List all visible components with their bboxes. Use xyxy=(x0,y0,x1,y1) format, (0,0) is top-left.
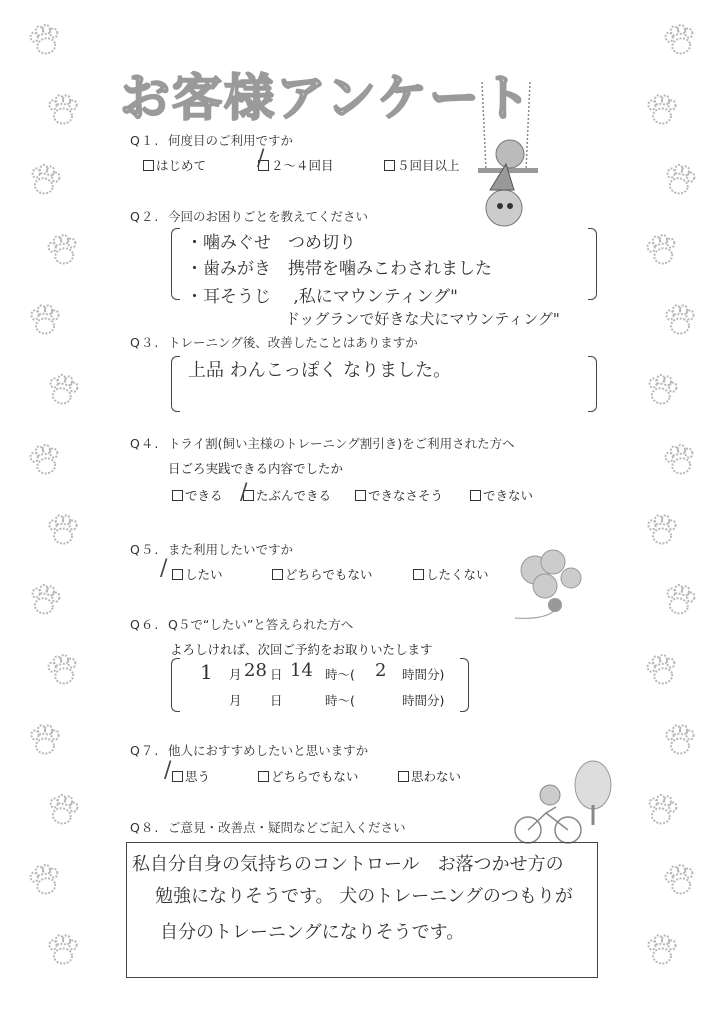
q1-option-2[interactable]: ２～４回目 xyxy=(258,156,334,174)
q6-bracket-right xyxy=(460,658,469,712)
checkbox[interactable] xyxy=(172,771,183,782)
q4-question-line-2: 日ごろ実践できる内容でしたか xyxy=(168,461,344,476)
q4-option-3[interactable]: できなさそう xyxy=(355,486,443,504)
q5-number: Q５. xyxy=(130,542,160,557)
checkbox[interactable] xyxy=(172,490,183,501)
paw-print-icon xyxy=(31,305,58,333)
q1-text: 何度目のご利用ですか xyxy=(168,133,294,148)
paw-print-icon xyxy=(648,515,675,543)
checkbox[interactable] xyxy=(143,160,154,171)
check-mark-q1: / xyxy=(257,146,265,171)
q2-answer-line-1: ・噛みぐせ つめ切り xyxy=(186,233,356,253)
q8-answer-line-2: 勉強になりそうです。 犬のトレーニングのつもりが xyxy=(155,886,573,907)
q8-number: Q８. xyxy=(130,820,160,835)
q2-answer-line-2: ・歯みがき 携帯を噛みこわされました xyxy=(186,259,492,279)
q2-bracket-right xyxy=(588,228,597,300)
paw-print-icon xyxy=(664,163,696,196)
q5-text: また利用したいですか xyxy=(168,542,294,557)
paw-print-icon xyxy=(49,515,76,543)
checkbox[interactable] xyxy=(258,771,269,782)
q6-hours-label-2: 時間分) xyxy=(402,693,445,708)
paw-print-icon xyxy=(29,163,61,196)
q7-option-3[interactable]: 思わない xyxy=(398,767,461,785)
q2-answer-line-4: ドッグランで好きな犬にマウンティング" xyxy=(285,310,560,328)
q4-number: Q４. xyxy=(130,436,160,451)
q6-month-label-1: 月 xyxy=(229,667,242,682)
q6-question-line-2: よろしければ、次回ご予約をお取りいたします xyxy=(170,642,433,657)
paw-print-icon xyxy=(648,935,675,963)
checkbox[interactable] xyxy=(355,490,366,501)
checkbox[interactable] xyxy=(470,490,481,501)
paw-print-icon xyxy=(666,305,693,333)
q4-option-2[interactable]: たぶんできる xyxy=(243,486,331,504)
q3-text: トレーニング後、改善したことはありますか xyxy=(168,335,418,350)
q6-time-value: 14 xyxy=(290,660,313,681)
q6-hours-label-1: 時間分) xyxy=(402,667,445,682)
paw-print-icon xyxy=(29,443,61,476)
q7-option-2[interactable]: どちらでもない xyxy=(258,767,358,785)
paw-print-icon xyxy=(646,653,678,686)
q8-answer-line-1: 私自分自身の気持ちのコントロール お落つかせ方の xyxy=(132,854,564,875)
check-mark-q5: / xyxy=(160,556,168,581)
paw-print-icon xyxy=(664,863,696,896)
checkbox[interactable] xyxy=(398,771,409,782)
q5-option-3[interactable]: したくない xyxy=(413,565,489,583)
paw-print-icon xyxy=(47,233,79,266)
clover-illustration xyxy=(505,540,605,640)
q1-option-1[interactable]: はじめて xyxy=(143,156,206,174)
q4-question xyxy=(130,434,515,452)
q4-option-1[interactable]: できる xyxy=(172,486,223,504)
checkbox[interactable] xyxy=(413,569,424,580)
q7-text: 他人におすすめしたいと思いますか xyxy=(168,743,369,758)
paw-print-icon xyxy=(47,793,79,826)
q7-number: Q７. xyxy=(130,743,160,758)
q1-question xyxy=(130,131,293,149)
paw-print-icon xyxy=(31,725,58,753)
bear-bicycle-illustration xyxy=(508,755,618,850)
q7-question xyxy=(130,741,368,759)
q4-option-4[interactable]: できない xyxy=(470,486,533,504)
checkbox[interactable] xyxy=(172,569,183,580)
q5-question xyxy=(130,540,293,558)
q2-answer-line-3: ・耳そうじ ,私にマウンティング" xyxy=(186,287,458,307)
q5-option-1[interactable]: したい xyxy=(172,565,223,583)
paw-print-icon xyxy=(29,23,61,56)
q3-number: Q３. xyxy=(130,335,160,350)
q3-bracket-left xyxy=(171,356,180,412)
q6-day-label-2: 日 xyxy=(270,693,283,708)
q2-question xyxy=(130,207,368,225)
q2-text: 今回のお困りごとを教えてください xyxy=(168,209,369,224)
q6-day-value: 28 xyxy=(244,660,267,681)
q6-question xyxy=(130,615,353,633)
q5-option-2[interactable]: どちらでもない xyxy=(272,565,372,583)
q6-time-label-1: 時～( xyxy=(325,667,355,682)
q1-option-3[interactable]: ５回目以上 xyxy=(384,156,460,174)
q6-time-label-2: 時～( xyxy=(325,693,355,708)
bear-swing-illustration xyxy=(470,78,550,238)
check-mark-q4: / xyxy=(240,480,248,505)
q6-bracket-left xyxy=(171,658,180,712)
paw-print-icon xyxy=(29,863,61,896)
paw-print-icon xyxy=(646,793,678,826)
q7-option-1[interactable]: 思う xyxy=(172,767,210,785)
paw-print-icon xyxy=(666,725,693,753)
q6-month-value: 1 xyxy=(200,660,213,684)
paw-print-icon xyxy=(49,95,76,123)
paw-print-icon xyxy=(47,373,79,406)
paw-print-icon xyxy=(646,233,678,266)
q8-text: ご意見・改善点・疑問などご記入ください xyxy=(168,820,406,835)
q6-day-label-1: 日 xyxy=(270,667,283,682)
checkbox[interactable] xyxy=(272,569,283,580)
q2-bracket-left xyxy=(171,228,180,300)
q6-text: Q５で“したい”と答えられた方へ xyxy=(168,617,354,632)
paw-print-icon xyxy=(646,373,678,406)
checkbox[interactable] xyxy=(384,160,395,171)
paw-print-icon xyxy=(664,443,696,476)
paw-print-icon xyxy=(47,653,79,686)
q8-answer-line-3: 自分のトレーニングになりそうです。 xyxy=(160,922,465,943)
q1-number: Q１. xyxy=(130,133,160,148)
q3-bracket-right xyxy=(588,356,597,412)
q4-text: トライ割(飼い主様のトレーニング割引き)をご利用された方へ xyxy=(168,436,515,451)
paw-print-icon xyxy=(664,23,696,56)
q3-question xyxy=(130,333,418,351)
q8-question xyxy=(130,818,406,836)
paw-print-icon xyxy=(49,935,76,963)
paw-print-icon xyxy=(648,95,675,123)
paw-print-icon xyxy=(29,583,61,616)
q6-hours-value: 2 xyxy=(375,660,387,681)
q2-number: Q２. xyxy=(130,209,160,224)
q3-answer: 上品 わんこっぽく なりました。 xyxy=(188,360,452,381)
survey-title-text: お客様アンケート xyxy=(120,69,533,127)
check-mark-q7: / xyxy=(164,758,172,783)
q6-number: Q６. xyxy=(130,617,160,632)
q6-month-label-2: 月 xyxy=(229,693,242,708)
paw-print-icon xyxy=(664,583,696,616)
